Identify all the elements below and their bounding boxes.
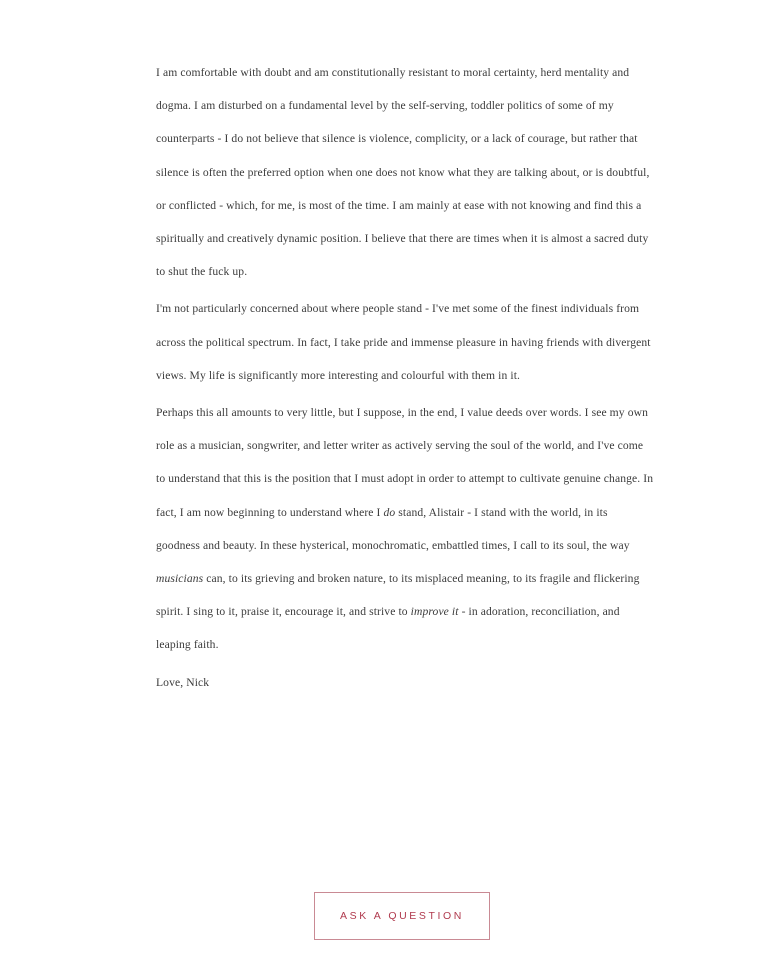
ask-question-button[interactable]: ASK A QUESTION — [314, 892, 490, 940]
letter-paragraph-2: I'm not particularly concerned about where people stand - I've met some of the finest individuals from across the political spectrum. In fact, I take pride and immense pleasure in having friends with divergent views. My life is significantly more interesting and colourful with them in it. — [156, 302, 651, 382]
paragraph-3-text-3: can, to its grieving and broken nature, to its misplaced meaning, to its fragile and flickering spirit. I sing to it, praise it, encourage it, and strive to — [156, 572, 640, 619]
paragraph-3-text-1: Perhaps this all amounts to very little, but I suppose, in the end, I value deeds over words. I see my own role as a musician, songwriter, and letter writer as actively serving the soul of the world, and I've come to understand that this is the position that I must adopt in order to attempt to cultivate genuine change. In fact, I am now beginning to understand where I — [156, 406, 654, 519]
emphasis-improve-it: improve it — [410, 605, 459, 619]
paragraph-3-text-2: stand, Alistair - I stand with the world, in its goodness and beauty. In these hysterical, monochromatic, embattled times, I call to its soul, the way — [156, 505, 630, 552]
letter-paragraph-1: I am comfortable with doubt and am constitutionally resistant to moral certainty, herd mentality and dogma. I am disturbed on a fundamental level by the self-serving, toddler politics of some of my counterparts - I do not believe that silence is violence, complicity, or a lack of courage, but rather that silence is often the preferred option when one does not know what they are talking about, or is doubtful, or conflicted - which, for me, is most of the time. I am mainly at ease with not knowing and find this a spiritually and creatively dynamic position. I believe that there are times when it is almost a sacred duty to shut the fuck up. — [156, 66, 650, 279]
letter-body — [156, 56, 654, 703]
emphasis-do: do — [383, 505, 396, 519]
letter-paragraph-3 — [156, 396, 654, 662]
letter-signoff: Love, Nick — [156, 675, 210, 689]
cta-container — [314, 892, 490, 940]
emphasis-musicians: musicians — [156, 572, 204, 586]
paragraph-3-text-4: - in adoration, reconciliation, and leaping faith. — [156, 605, 620, 652]
